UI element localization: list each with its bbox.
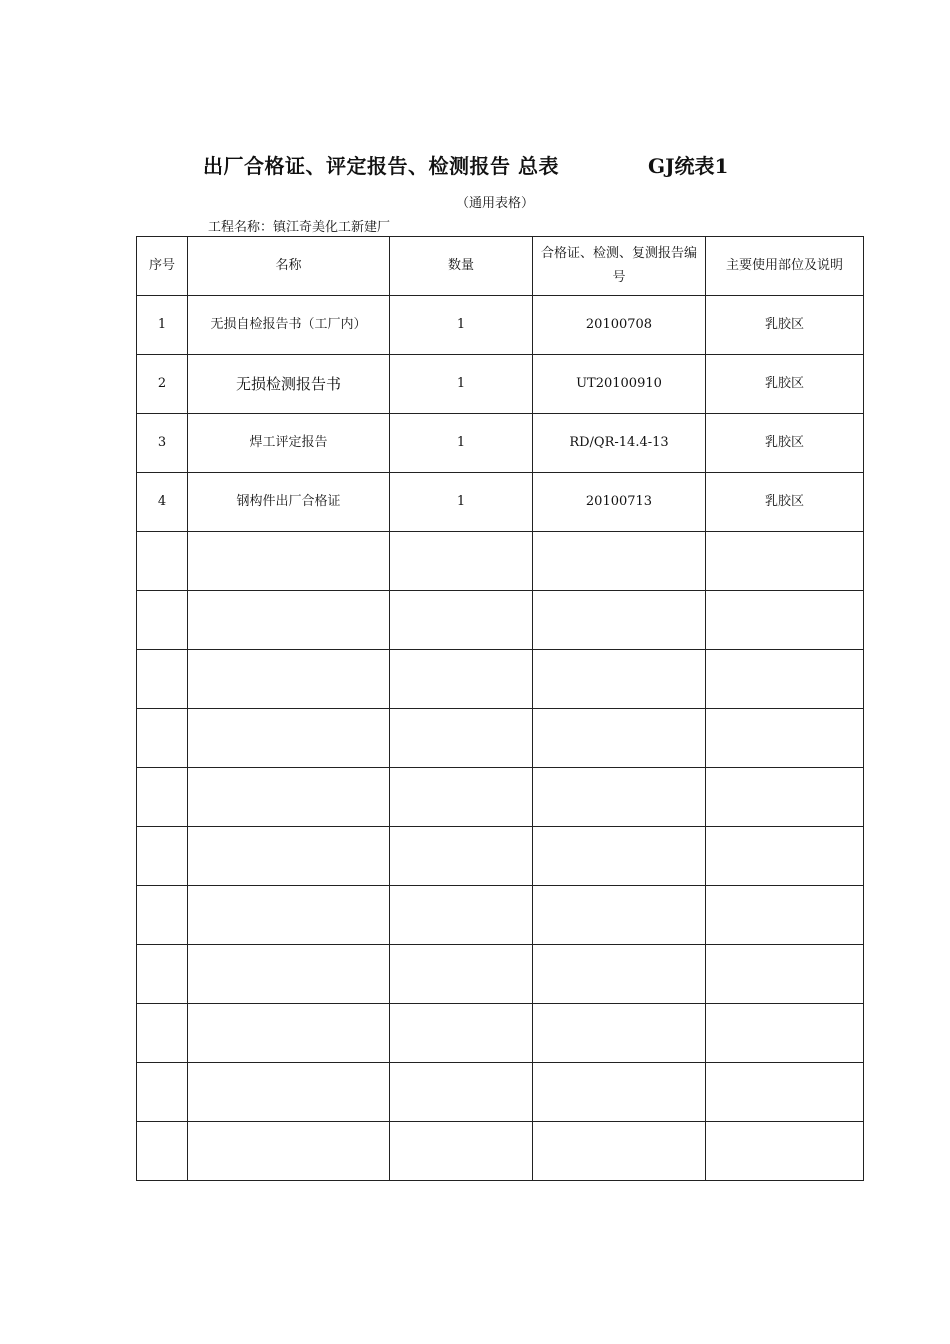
header-index: 序号	[137, 237, 188, 296]
cell-usage-notes	[706, 768, 864, 827]
cell-report-number	[533, 1063, 706, 1122]
cell-report-number: RD/QR-14.4-13	[533, 414, 706, 473]
table-row	[137, 1004, 864, 1063]
table-row	[137, 1122, 864, 1181]
table-header-row	[137, 237, 864, 296]
table-row	[137, 945, 864, 1004]
cell-name	[188, 827, 390, 886]
cell-index: 2	[137, 355, 188, 414]
cell-name	[188, 591, 390, 650]
cell-index: 1	[137, 296, 188, 355]
cell-report-number	[533, 945, 706, 1004]
table-body	[137, 296, 864, 1181]
cell-name	[188, 1063, 390, 1122]
cell-quantity	[390, 886, 533, 945]
cell-name	[188, 768, 390, 827]
cell-usage-notes	[706, 591, 864, 650]
cell-report-number	[533, 532, 706, 591]
cell-index	[137, 886, 188, 945]
cell-index: 3	[137, 414, 188, 473]
cell-quantity	[390, 827, 533, 886]
cell-usage-notes	[706, 709, 864, 768]
cell-quantity	[390, 1004, 533, 1063]
cell-quantity	[390, 945, 533, 1004]
cell-quantity	[390, 1122, 533, 1181]
table-row	[137, 650, 864, 709]
cell-index	[137, 650, 188, 709]
table-row	[137, 709, 864, 768]
cell-report-number: 20100708	[533, 296, 706, 355]
cell-index	[137, 768, 188, 827]
cell-usage-notes: 乳胶区	[706, 414, 864, 473]
project-line	[208, 216, 390, 235]
cell-usage-notes	[706, 650, 864, 709]
cell-name: 钢构件出厂合格证	[188, 473, 390, 532]
cell-name: 焊工评定报告	[188, 414, 390, 473]
cell-index	[137, 827, 188, 886]
header-report-number: 合格证、检测、复测报告编号	[533, 237, 706, 296]
cell-usage-notes	[706, 1004, 864, 1063]
cell-report-number	[533, 1122, 706, 1181]
cell-index	[137, 1004, 188, 1063]
cell-index	[137, 1122, 188, 1181]
cell-name: 无损自检报告书（工厂内）	[188, 296, 390, 355]
document-subtitle: （通用表格）	[455, 196, 534, 211]
cell-usage-notes: 乳胶区	[706, 296, 864, 355]
cell-quantity	[390, 709, 533, 768]
cell-quantity	[390, 768, 533, 827]
cell-quantity	[390, 532, 533, 591]
cell-usage-notes	[706, 945, 864, 1004]
cell-quantity: 1	[390, 296, 533, 355]
project-name: 镇江奇美化工新建厂	[273, 220, 391, 235]
cell-index	[137, 591, 188, 650]
header-usage-notes: 主要使用部位及说明	[706, 237, 864, 296]
cell-name	[188, 945, 390, 1004]
cell-quantity: 1	[390, 414, 533, 473]
project-label: 工程名称：	[208, 220, 274, 235]
table-row	[137, 1063, 864, 1122]
cell-name	[188, 1004, 390, 1063]
cell-index	[137, 1063, 188, 1122]
table-row	[137, 886, 864, 945]
cell-usage-notes: 乳胶区	[706, 355, 864, 414]
table-row	[137, 473, 864, 532]
cell-report-number: UT20100910	[533, 355, 706, 414]
cell-name	[188, 1122, 390, 1181]
cell-index	[137, 945, 188, 1004]
table-row	[137, 827, 864, 886]
cell-index	[137, 709, 188, 768]
cell-report-number	[533, 591, 706, 650]
cell-name	[188, 886, 390, 945]
table-row	[137, 355, 864, 414]
form-code: GJ统表1	[648, 154, 729, 178]
cell-report-number	[533, 827, 706, 886]
table-row	[137, 768, 864, 827]
header-quantity: 数量	[390, 237, 533, 296]
cell-report-number	[533, 709, 706, 768]
document-title: 出厂合格证、评定报告、检测报告 总表	[203, 154, 559, 178]
cell-report-number	[533, 1004, 706, 1063]
cell-usage-notes	[706, 532, 864, 591]
cell-name	[188, 709, 390, 768]
table-row	[137, 296, 864, 355]
cell-usage-notes	[706, 886, 864, 945]
cell-usage-notes: 乳胶区	[706, 473, 864, 532]
cell-name: 无损检测报告书	[188, 355, 390, 414]
cell-quantity	[390, 650, 533, 709]
table-row	[137, 591, 864, 650]
cell-name	[188, 650, 390, 709]
cell-report-number	[533, 768, 706, 827]
cell-usage-notes	[706, 1122, 864, 1181]
cell-quantity: 1	[390, 473, 533, 532]
cell-index: 4	[137, 473, 188, 532]
table-row	[137, 414, 864, 473]
cell-usage-notes	[706, 1063, 864, 1122]
cell-report-number	[533, 886, 706, 945]
header-name: 名称	[188, 237, 390, 296]
cell-quantity	[390, 1063, 533, 1122]
table-row	[137, 532, 864, 591]
cell-quantity: 1	[390, 355, 533, 414]
cell-index	[137, 532, 188, 591]
cell-report-number	[533, 650, 706, 709]
cell-name	[188, 532, 390, 591]
certificate-summary-table	[136, 236, 864, 1181]
cell-report-number: 20100713	[533, 473, 706, 532]
title-row	[0, 150, 950, 180]
cell-quantity	[390, 591, 533, 650]
cell-usage-notes	[706, 827, 864, 886]
